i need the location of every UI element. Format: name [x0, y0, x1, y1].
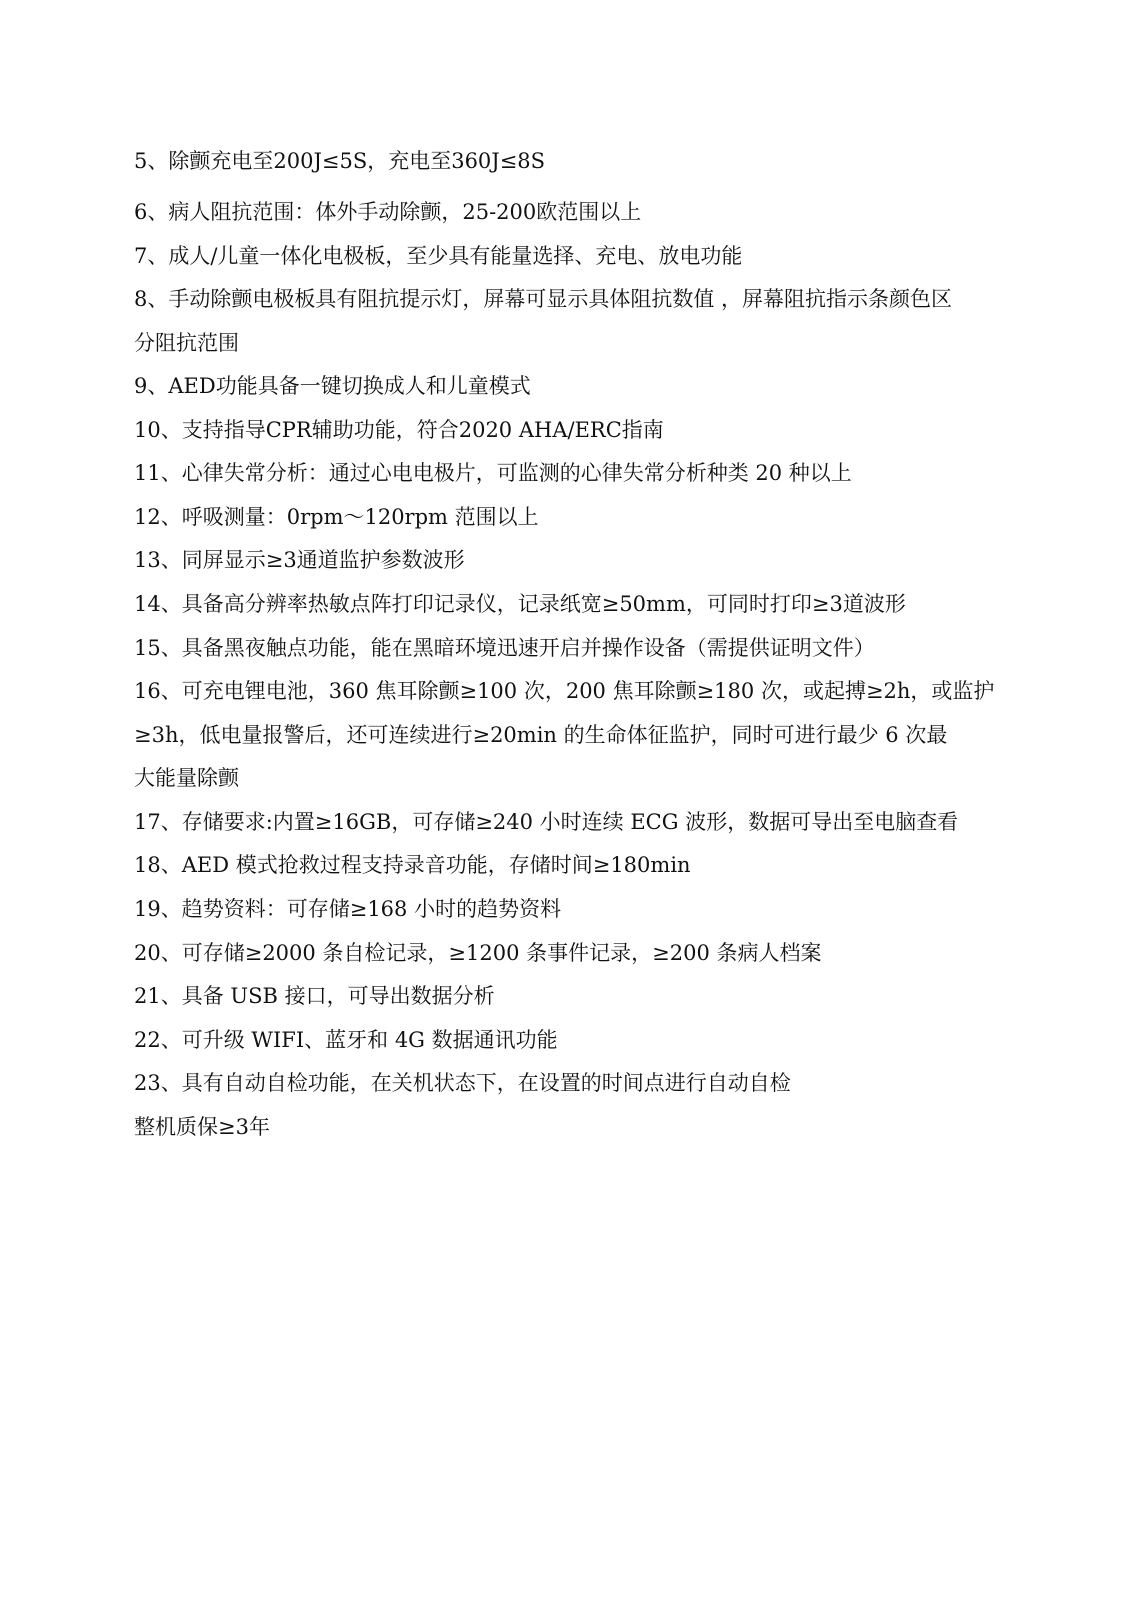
spec-line-23: 23、具有自动自检功能，在关机状态下，在设置的时间点进行自动自检 — [134, 1071, 791, 1095]
spec-line-11: 11、心律失常分析：通过心电电极片，可监测的心律失常分析种类 20 种以上 — [134, 461, 852, 485]
spec-line-10: 10、支持指导CPR辅助功能，符合2020 AHA/ERC指南 — [134, 418, 664, 442]
spec-line-18: 18、AED 模式抢救过程支持录音功能，存储时间≥180min — [134, 853, 691, 877]
spec-line-16-cont-2: 大能量除颤 — [134, 766, 239, 790]
spec-line-8: 8、手动除颤电极板具有阻抗提示灯，屏幕可显示具体阻抗数值 ，屏幕阻抗指示条颜色区 — [134, 287, 953, 311]
warranty-line: 整机质保≥3年 — [134, 1115, 270, 1139]
spec-line-15: 15、具备黑夜触点功能，能在黑暗环境迅速开启并操作设备（需提供证明文件） — [134, 636, 875, 660]
spec-line-22: 22、可升级 WIFI、蓝牙和 4G 数据通讯功能 — [134, 1028, 558, 1052]
spec-line-7: 7、成人/儿童一体化电极板，至少具有能量选择、充电、放电功能 — [134, 244, 743, 268]
spec-line-14: 14、具备高分辨率热敏点阵打印记录仪，记录纸宽≥50mm，可同时打印≥3道波形 — [134, 592, 906, 616]
spec-line-8-cont: 分阻抗范围 — [134, 331, 239, 355]
spec-line-9: 9、AED功能具备一键切换成人和儿童模式 — [134, 374, 531, 398]
spec-line-20: 20、可存储≥2000 条自检记录，≥1200 条事件记录，≥200 条病人档案 — [134, 941, 822, 965]
spec-line-6: 6、病人阻抗范围：体外手动除颤，25-200欧范围以上 — [134, 200, 642, 224]
spec-line-5: 5、除颤充电至200J≤5S，充电至360J≤8S — [134, 149, 546, 173]
spec-line-12: 12、呼吸测量：0rpm～120rpm 范围以上 — [134, 505, 539, 529]
spec-line-17: 17、存储要求:内置≥16GB，可存储≥240 小时连续 ECG 波形，数据可导出至电脑查看 — [134, 810, 959, 834]
spec-line-13: 13、同屏显示≥3通道监护参数波形 — [134, 548, 465, 572]
spec-line-19: 19、趋势资料：可存储≥168 小时的趋势资料 — [134, 897, 562, 921]
spec-line-16: 16、可充电锂电池，360 焦耳除颤≥100 次，200 焦耳除颤≥180 次，或起搏≥2h，或监护 — [134, 679, 995, 703]
spec-line-21: 21、具备 USB 接口，可导出数据分析 — [134, 984, 495, 1008]
spec-line-16-cont-1: ≥3h，低电量报警后，还可连续进行≥20min 的生命体征监护，同时可进行最少 6 次最 — [134, 723, 948, 747]
